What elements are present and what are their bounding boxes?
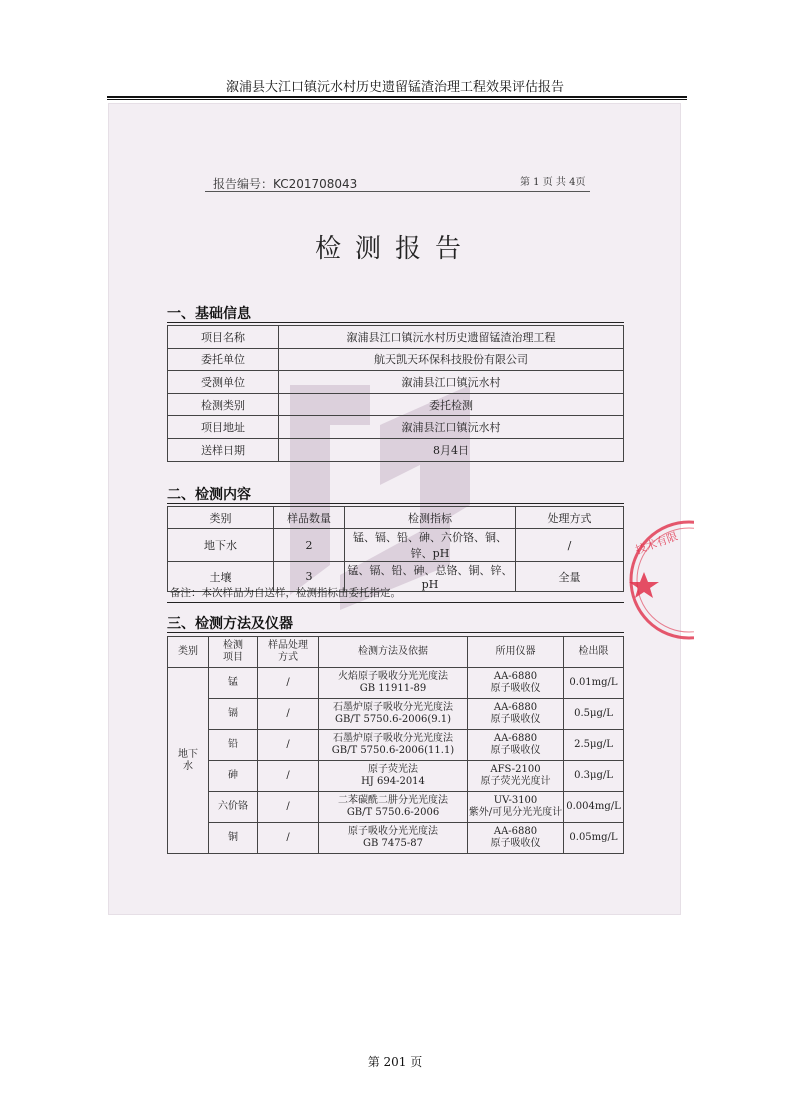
page-count: 第 1 页 共 4页 bbox=[520, 177, 586, 188]
method-instrument: UV-3100 紫外/可见分光光度计 bbox=[468, 792, 564, 823]
method-row bbox=[168, 730, 624, 761]
basic-info-value: 8月4日 bbox=[279, 438, 624, 461]
basic-info-value: 溆浦县江口镇沅水村历史遗留锰渣治理工程 bbox=[279, 326, 624, 349]
method-item: 锰 bbox=[209, 668, 258, 699]
basic-info-key: 受测单位 bbox=[168, 371, 279, 394]
stamp-text: 技术有限 bbox=[633, 529, 680, 557]
method-instrument: AFS-2100 原子荧光光度计 bbox=[468, 761, 564, 792]
method-limit: 0.004mg/L bbox=[564, 792, 624, 823]
section-title-content: 二、检测内容 bbox=[167, 487, 251, 503]
document-title: 检测报告 bbox=[314, 234, 475, 264]
content-count: 3 bbox=[274, 562, 345, 592]
basic-info-row bbox=[168, 416, 624, 439]
method-row bbox=[168, 823, 624, 854]
basic-info-value: 溆浦县江口镇沅水村 bbox=[279, 416, 624, 439]
method-limit: 2.5μg/L bbox=[564, 730, 624, 761]
section-rule-basic bbox=[167, 322, 624, 323]
content-header-items: 检测指标 bbox=[345, 507, 516, 529]
method-limit: 0.05mg/L bbox=[564, 823, 624, 854]
method-treatment: / bbox=[258, 730, 319, 761]
method-instrument: AA-6880 原子吸收仪 bbox=[468, 730, 564, 761]
report-number-rule bbox=[205, 191, 590, 192]
content-header-treatment: 处理方式 bbox=[516, 507, 624, 529]
section-title-basic: 一、基础信息 bbox=[167, 306, 251, 322]
basic-info-key: 项目名称 bbox=[168, 326, 279, 349]
basic-info-row bbox=[168, 393, 624, 416]
content-row bbox=[168, 529, 624, 562]
method-row bbox=[168, 761, 624, 792]
content-category: 地下水 bbox=[168, 529, 274, 562]
method-method: 石墨炉原子吸收分光光度法 GB/T 5750.6-2006(11.1) bbox=[319, 730, 468, 761]
method-header-item: 检测 项目 bbox=[209, 637, 258, 668]
section-title-method: 三、检测方法及仪器 bbox=[167, 616, 293, 632]
page-footer: 第 201 页 bbox=[367, 1055, 423, 1069]
basic-info-key: 项目地址 bbox=[168, 416, 279, 439]
method-limit: 0.01mg/L bbox=[564, 668, 624, 699]
method-item: 镉 bbox=[209, 699, 258, 730]
content-category: 土壤 bbox=[168, 562, 274, 592]
basic-info-value: 航天凯天环保科技股份有限公司 bbox=[279, 348, 624, 371]
content-items: 锰、镉、铅、砷、总铬、铜、锌、pH bbox=[345, 562, 516, 592]
method-treatment: / bbox=[258, 761, 319, 792]
method-header-category: 类别 bbox=[168, 637, 209, 668]
basic-info-value: 委托检测 bbox=[279, 393, 624, 416]
content-items: 锰、镉、铅、砷、六价铬、铜、锌、pH bbox=[345, 529, 516, 562]
basic-info-row bbox=[168, 371, 624, 394]
content-treatment: 全量 bbox=[516, 562, 624, 592]
method-row bbox=[168, 792, 624, 823]
header-rule bbox=[107, 96, 687, 98]
content-count: 2 bbox=[274, 529, 345, 562]
method-header-treatment: 样品处理 方式 bbox=[258, 637, 319, 668]
basic-info-key: 送样日期 bbox=[168, 438, 279, 461]
method-item: 铅 bbox=[209, 730, 258, 761]
method-header-instrument: 所用仪器 bbox=[468, 637, 564, 668]
method-table bbox=[167, 636, 624, 854]
note: 备注：本次样品为自送样，检测指标由委托指定。 bbox=[170, 587, 401, 599]
header-rule-thin bbox=[107, 99, 687, 100]
basic-info-table bbox=[167, 325, 624, 462]
basic-info-row bbox=[168, 326, 624, 349]
method-method: 原子荧光法 HJ 694-2014 bbox=[319, 761, 468, 792]
method-method: 火焰原子吸收分光光度法 GB 11911-89 bbox=[319, 668, 468, 699]
content-treatment: / bbox=[516, 529, 624, 562]
method-item: 砷 bbox=[209, 761, 258, 792]
basic-info-row bbox=[168, 438, 624, 461]
basic-info-key: 检测类别 bbox=[168, 393, 279, 416]
content-header-count: 样品数量 bbox=[274, 507, 345, 529]
page-header: 溆浦县大江口镇沅水村历史遗留锰渣治理工程效果评估报告 bbox=[225, 80, 564, 95]
method-treatment: / bbox=[258, 699, 319, 730]
section-rule-method bbox=[167, 632, 624, 633]
note-rule bbox=[167, 602, 624, 603]
basic-info-value: 溆浦县江口镇沅水村 bbox=[279, 371, 624, 394]
content-table bbox=[167, 506, 624, 592]
method-instrument: AA-6880 原子吸收仪 bbox=[468, 699, 564, 730]
method-category: 地下 水 bbox=[168, 668, 209, 854]
method-instrument: AA-6880 原子吸收仪 bbox=[468, 668, 564, 699]
method-limit: 0.5μg/L bbox=[564, 699, 624, 730]
basic-info-key: 委托单位 bbox=[168, 348, 279, 371]
content-header-category: 类别 bbox=[168, 507, 274, 529]
method-method: 二苯碳酰二肼分光光度法 GB/T 5750.6-2006 bbox=[319, 792, 468, 823]
report-number-value: KC201708043 bbox=[273, 177, 358, 191]
method-header-method: 检测方法及依据 bbox=[319, 637, 468, 668]
section-rule-content bbox=[167, 503, 624, 504]
method-method: 石墨炉原子吸收分光光度法 GB/T 5750.6-2006(9.1) bbox=[319, 699, 468, 730]
method-treatment: / bbox=[258, 668, 319, 699]
method-item: 六价铬 bbox=[209, 792, 258, 823]
method-row bbox=[168, 668, 624, 699]
basic-info-row bbox=[168, 348, 624, 371]
method-item: 铜 bbox=[209, 823, 258, 854]
method-row bbox=[168, 699, 624, 730]
method-treatment: / bbox=[258, 792, 319, 823]
red-stamp bbox=[614, 520, 694, 640]
report-number-label: 报告编号： bbox=[213, 177, 274, 191]
method-treatment: / bbox=[258, 823, 319, 854]
method-instrument: AA-6880 原子吸收仪 bbox=[468, 823, 564, 854]
method-limit: 0.3μg/L bbox=[564, 761, 624, 792]
method-method: 原子吸收分光光度法 GB 7475-87 bbox=[319, 823, 468, 854]
report-number bbox=[213, 175, 357, 192]
method-header-limit: 检出限 bbox=[564, 637, 624, 668]
